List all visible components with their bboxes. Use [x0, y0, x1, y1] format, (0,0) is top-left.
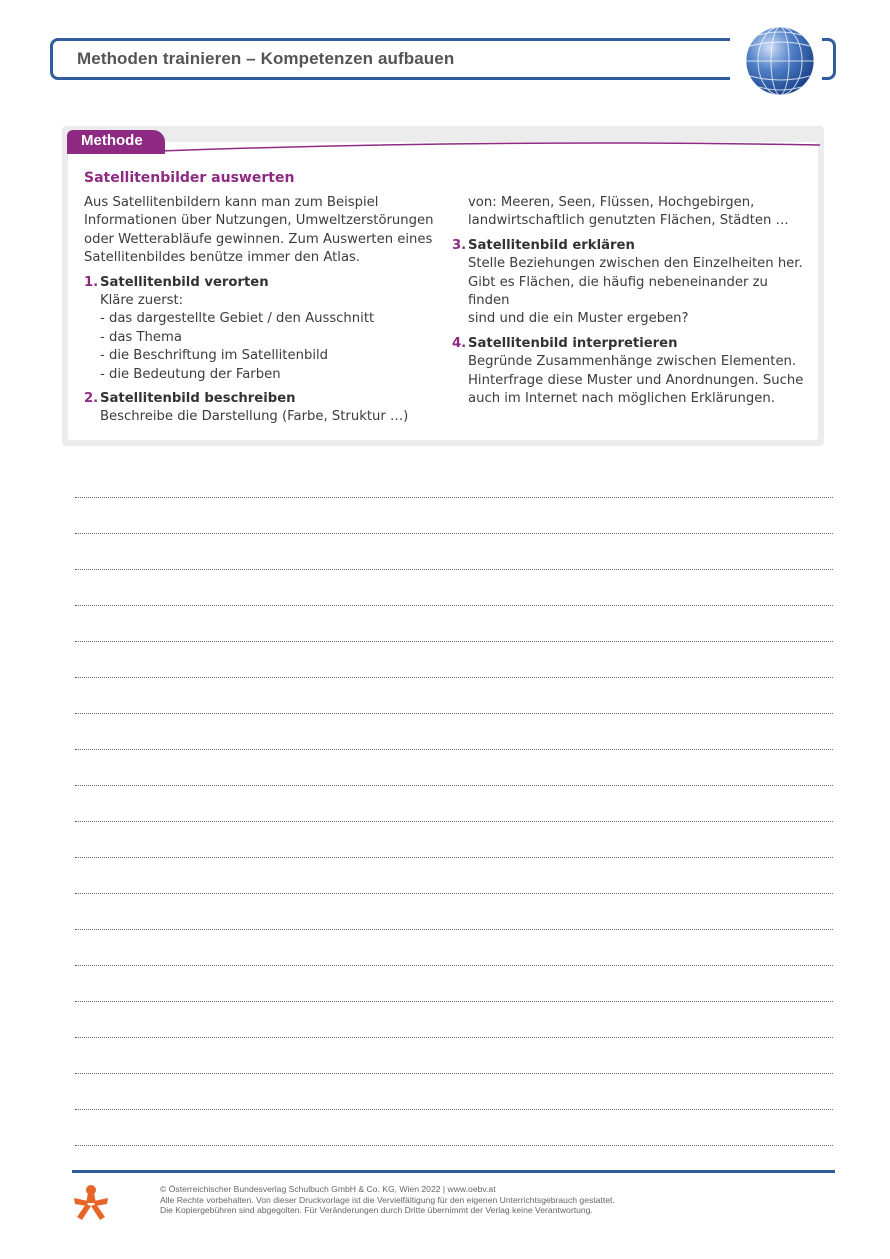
writing-line[interactable] — [75, 641, 833, 642]
step-number: 1. — [84, 274, 99, 290]
footer-rule — [72, 1170, 835, 1173]
step-title: Satellitenbild interpretieren — [468, 335, 678, 351]
step-line: von: Meeren, Seen, Flüssen, Hochgebirgen, — [468, 195, 755, 210]
method-right-column — [452, 194, 812, 414]
method-heading: Satellitenbilder auswerten — [84, 170, 295, 186]
writing-line[interactable] — [75, 857, 833, 858]
globe-icon — [743, 24, 817, 98]
page-title: Methoden trainieren – Kompetenzen aufbauen — [77, 49, 455, 68]
step-line: - das Thema — [100, 329, 182, 345]
step-line: Gibt es Flächen, die häufig nebeneinander zu finden — [468, 274, 768, 309]
step-title: Satellitenbild erklären — [468, 237, 635, 253]
step-line: - die Bedeutung der Farben — [100, 366, 281, 382]
writing-line[interactable] — [75, 1109, 833, 1110]
step-1 — [84, 274, 444, 384]
step-title: Satellitenbild beschreiben — [100, 391, 296, 407]
step-line: - die Beschriftung im Satellitenbild — [100, 348, 329, 364]
writing-line[interactable] — [75, 785, 833, 786]
method-divider — [160, 138, 820, 152]
step-4 — [452, 335, 812, 409]
step-2 — [84, 390, 444, 427]
step-line: Begründe Zusammenhänge zwischen Elementen. — [468, 354, 797, 370]
step-number: 4. — [452, 335, 467, 351]
step-line: - das dargestellte Gebiet / den Ausschnitt — [100, 311, 375, 327]
method-intro — [84, 194, 444, 268]
writing-line[interactable] — [75, 749, 833, 750]
intro-line: Aus Satellitenbildern kann man zum Beispiel — [84, 195, 379, 210]
footer-line: © Österreichischer Bundesverlag Schulbuch GmbH & Co. KG, Wien 2022 | www.oebv.at — [160, 1184, 496, 1194]
step-line: auch im Internet nach möglichen Erklärungen. — [468, 391, 775, 407]
step-number: 2. — [84, 391, 99, 407]
writing-line[interactable] — [75, 965, 833, 966]
writing-line[interactable] — [75, 821, 833, 822]
step-line: Hinterfrage diese Muster und Anordnungen. Suche — [468, 372, 804, 388]
intro-line: Satellitenbildes benütze immer den Atlas. — [84, 250, 361, 266]
step-line: Stelle Beziehungen zwischen den Einzelheiten her. — [468, 256, 803, 272]
writing-line[interactable] — [75, 605, 833, 606]
step-2-continuation — [452, 194, 812, 231]
writing-line[interactable] — [75, 677, 833, 678]
writing-line[interactable] — [75, 929, 833, 930]
writing-line[interactable] — [75, 713, 833, 714]
writing-line[interactable] — [75, 893, 833, 894]
step-line: sind und die ein Muster ergeben? — [468, 311, 689, 327]
writing-line[interactable] — [75, 569, 833, 570]
intro-line: oder Wetterabläufe gewinnen. Zum Auswerten eines — [84, 231, 433, 247]
writing-line[interactable] — [75, 1145, 833, 1146]
step-3 — [452, 237, 812, 329]
footer-copyright — [160, 1184, 615, 1216]
writing-line[interactable] — [75, 1001, 833, 1002]
writing-line[interactable] — [75, 533, 833, 534]
step-title: Satellitenbild verorten — [100, 274, 269, 290]
method-left-column — [84, 194, 444, 433]
step-line: Kläre zuerst: — [100, 293, 184, 309]
publisher-logo-icon — [72, 1184, 110, 1222]
writing-line[interactable] — [75, 1073, 833, 1074]
method-tab: Methode — [67, 130, 165, 154]
footer-line: Die Kopiergebühren sind abgegolten. Für Veränderungen durch Dritte übernimmt der Verlag keine Verantwortung. — [160, 1205, 593, 1216]
intro-line: Informationen über Nutzungen, Umweltzerstörungen — [84, 213, 434, 229]
writing-line[interactable] — [75, 1037, 833, 1038]
step-line: landwirtschaftlich genutzten Flächen, Städten … — [468, 213, 789, 229]
step-number: 3. — [452, 237, 467, 253]
footer-line: Alle Rechte vorbehalten. Von dieser Druckvorlage ist die Vervielfältigung für den eigenen Unterrichtsgebrauch gestattet. — [160, 1194, 615, 1205]
step-line: Beschreibe die Darstellung (Farbe, Struktur …) — [100, 409, 409, 425]
writing-line[interactable] — [75, 497, 833, 498]
